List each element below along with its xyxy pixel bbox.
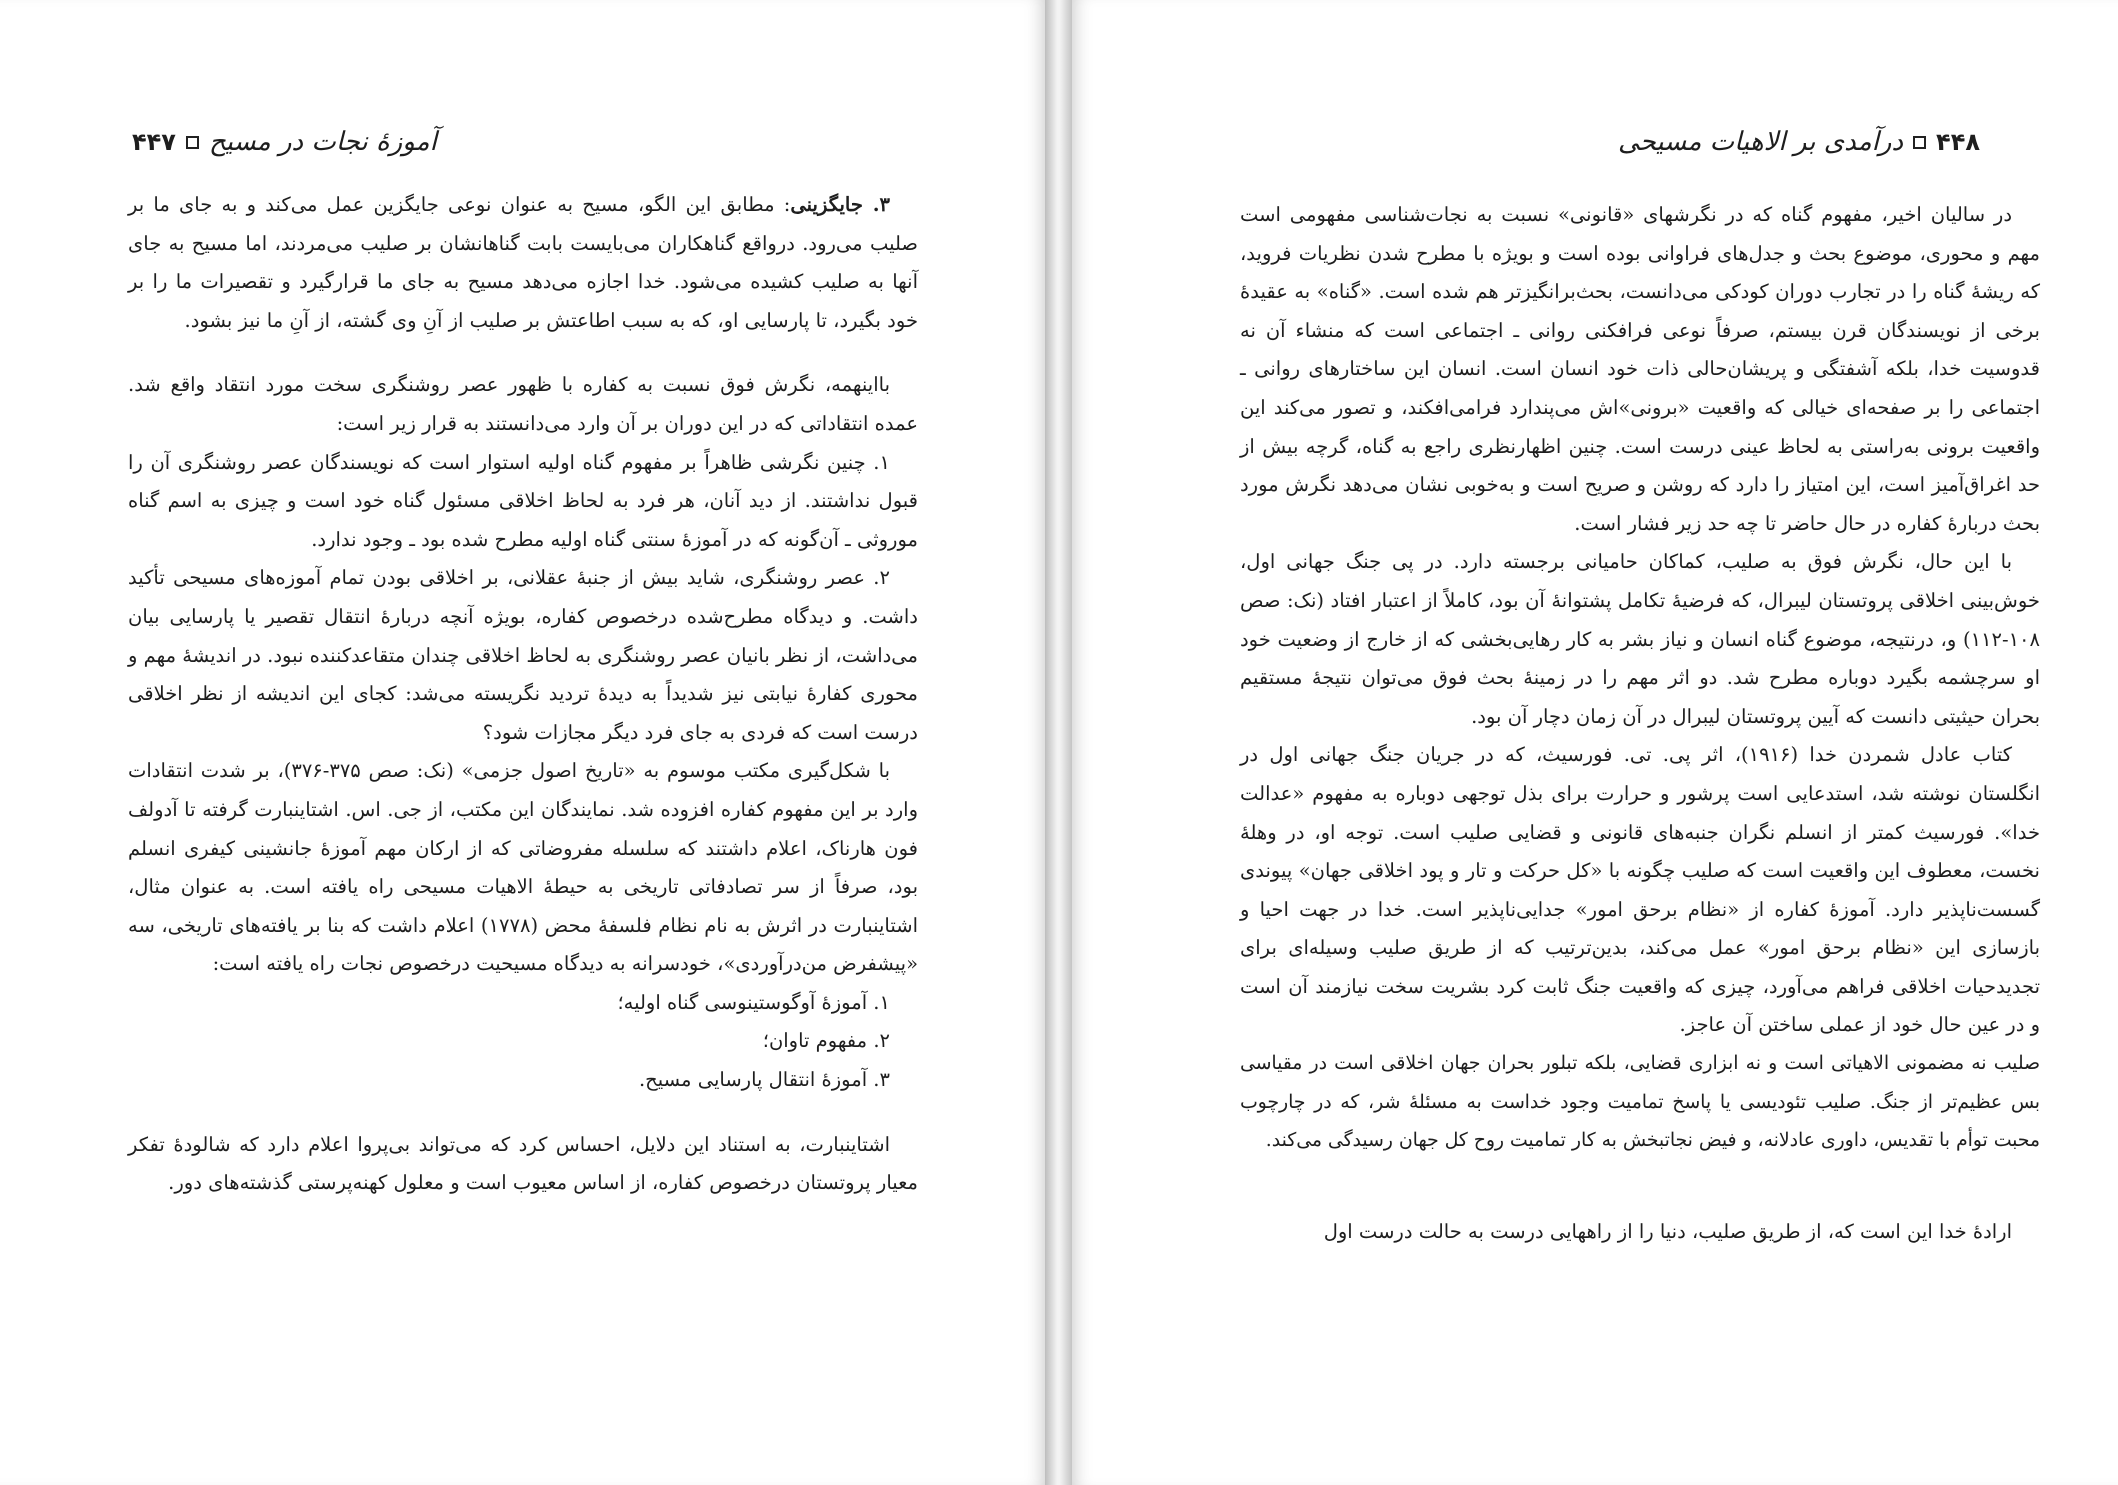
paragraph: با شکل‌گیری مکتب موسوم به «تاریخ اصول جزمی» (نک: صص ۳۷۵-۳۷۶)، بر شدت انتقادات وارد بر این مفهوم کفاره افزوده شد. نمایندگان این مکتب، از جی. اس. اشتاینبارت گرفته تا آدولف فون هارناک، اعلام داشتند که سلسله مفروضاتی که از ارکان مهم آموزهٔ جانشینی کیفری انسلم بود، صرفاً از سر تصادفاتی تاریخی به حیطهٔ الاهیات مسیحی راه یافته است. به عنوان مثال، اشتاینبارت در اثرش به نام نظام فلسفهٔ محض (۱۷۷۸) اعلام داشت که بنا بر یافته‌های تاریخی، سه «پیشفرض من‌درآوردی»، خودسرانه به دیدگاه مسیحیت درخصوص نجات راه یافته است:: [128, 759, 918, 976]
header-square-icon: [1913, 136, 1926, 149]
left-page-number: ۴۴۷: [132, 128, 176, 156]
paragraph: بااینهمه، نگرش فوق نسبت به کفاره با ظهور عصر روشنگری سخت مورد انتقاد واقع شد. عمده انتقاداتی که در این دوران بر آن وارد می‌دانستند به قرار زیر است:: [128, 373, 918, 435]
right-page-number: ۴۴۸: [1936, 128, 1980, 156]
paragraph: ارادهٔ خدا این است که، از طریق صلیب، دنیا را از راههایی درست به حالت درست اول: [1323, 1219, 2012, 1243]
left-page-header: [132, 122, 437, 162]
paragraph: اشتاینبارت، به استناد این دلایل، احساس کرد که می‌تواند بی‌پروا اعلام دارد که شالودهٔ تفکر معیار پروتستان درخصوص کفاره، از اساس معیوب است و معلول کهنه‌پرستی گذشته‌های دور.: [128, 1132, 918, 1195]
book-gutter: [1045, 0, 1072, 1485]
paragraph-text: : مطابق این الگو، مسیح به عنوان نوعی جایگزین عمل می‌کند و به جای ما بر صلیب می‌رود. درواقع گناهکاران می‌بایست بابت گناهانشان بر صلیب می‌مردند، اما مسیح به جای آنها به صلیب کشیده می‌شود. خدا اجازه می‌دهد مسیح به جای ما قرارگیرد و تقصیرات ما را بر خود بگیرد، تا پارسایی او، که به سبب اطاعتش بر صلیب از آنِ وی گشته، از آنِ ما نیز بشود.: [128, 193, 918, 332]
paragraph: [128, 186, 918, 340]
right-running-title: درآمدی بر الاهیات مسیحی: [1617, 127, 1904, 157]
right-body-text: [1240, 196, 2040, 1251]
paragraph: در سالیان اخیر، مفهوم گناه که در نگرشهای «قانونی» نسبت به نجات‌شناسی مفهومی است مهم و محوری، موضوع بحث و جدل‌های فراوانی بوده است و بویژه با مطرح شدن نظریات فروید، که ریشهٔ گناه را در تجارب دوران کودکی می‌دانست، بحث‌برانگیزتر هم شده است. «گناه» به عقیدهٔ برخی از نویسندگان قرن بیستم، صرفاً نوعی فرافکنی روانی ـ اجتماعی است که منشاء آن نه قدوسیت خدا، بلکه آشفتگی و پریشان‌حالی ذات خود انسان است. انسان این ساختارهای روانی ـ اجتماعی را بر صفحه‌ای خیالی که واقعیت «برونی»اش می‌پندارد فرامی‌افکند، و تصور می‌کند این واقعیت برونی به‌راستی به لحاظ عینی درست است. چنین اظهارنظری راجع به گناه، گرچه بیش از حد اغراق‌آمیز است، این امتیاز را دارد که روشن و صریح است و به‌خوبی نشان می‌دهد نگرش مورد بحث دربارهٔ کفاره در حال حاضر تا چه حد زیر فشار است.: [1240, 203, 2040, 535]
list-item: ۲. مفهوم تاوان؛: [762, 1029, 890, 1053]
left-page: [0, 0, 1045, 1485]
header-square-icon: [186, 136, 199, 149]
left-body-text: [128, 186, 918, 1203]
block-quote: صلیب نه مضمونی الاهیاتی است و نه ابزاری قضایی، بلکه تبلور بحران جهان اخلاقی است در مقیاسی بس عظیم‌تر از جنگ. صلیب تئودیسی یا پاسخ تمامیت وجود خداست به مسئلهٔ شر، که در چارچوب محبت توأم با تقدیس، داوری عادلانه، و فیض نجاتبخش به کار تمامیت روح کل جهان رسیدگی می‌کند.: [1240, 1053, 2040, 1152]
left-running-title: آموزهٔ نجات در مسیح: [208, 127, 437, 157]
paragraph-lead: ۳. جایگزینی: [790, 193, 891, 216]
paragraph: ۲. عصر روشنگری، شاید بیش از جنبهٔ عقلانی، بر اخلاقی بودن تمام آموزه‌های مسیحی تأکید داشت. و دیدگاه مطرح‌شده درخصوص کفاره، بویژه آنچه دربارهٔ انتقال تقصیر یا پارسایی بیان می‌داشت، از نظر بانیان عصر روشنگری به لحاظ اخلاقی چندان متقاعدکننده نبود. در اندیشهٔ مهم و محوری کفارهٔ نیابتی نیز شدیداً به دیدهٔ تردید نگریسته می‌شد: کجای این اندیشه از نظر اخلاقی درست است که فردی به جای فرد دیگر مجازات شود؟: [128, 566, 918, 744]
paragraph: با این حال، نگرش فوق به صلیب، کماکان حامیانی برجسته دارد. در پی جنگ جهانی اول، خوش‌بینی اخلاقی پروتستان لیبرال، که فرضیهٔ تکامل پشتوانهٔ آن بود، کاملاً از اعتبار افتاد (نک: صص ۱۰۸-۱۱۲) و، درنتیجه، موضوع گناه انسان و نیاز بشر به کار رهایی‌بخشی که از خارج از وضعیت خود او سرچشمه بگیرد دوباره مطرح شد. دو اثر مهم را در زمینهٔ بحث فوق می‌توان نتیجهٔ مستقیم بحران حیثیتی دانست که آیین پروتستان لیبرال در آن زمان دچار آن بود.: [1240, 550, 2040, 728]
list-item: ۱. آموزهٔ آوگوستینوسی گناه اولیه؛: [617, 990, 890, 1014]
paragraph: کتاب عادل شمردن خدا (۱۹۱۶)، اثر پی. تی. فورسیث، که در جریان جنگ جهانی اول در انگلستان نوشته شد، استدعایی است پرشور و حرارت برای بذل توجهی دوباره به مفهوم «عدالت خدا». فورسیث کمتر از انسلم نگران جنبه‌های قانونی و قضایی صلیب است. توجه او، در وهلهٔ نخست، معطوف این واقعیت است که صلیب چگونه با «کل حرکت و تار و پود اخلاقی جهان» پیوندی گسست‌ناپذیر دارد. آموزهٔ کفاره از «نظام برحق امور» جدایی‌ناپذیر است. خدا در جهت احیا و بازسازی این «نظام برحق امور» عمل می‌کند، بدین‌ترتیب که از طریق صلیب وسیله‌ای برای تجدیدحیات اخلاقی فراهم می‌آورد، چیزی که واقعیت جنگ ثابت کرد بشریت سخت نیازمند آن است و در عین حال خود از عملی ساختن آن عاجز.: [1240, 743, 2041, 1037]
right-page-header: [1618, 122, 1980, 162]
paragraph: ۱. چنین نگرشی ظاهراً بر مفهوم گناه اولیه استوار است که نویسندگان عصر روشنگری آن را قبول نداشتند. از دید آنان، هر فرد به لحاظ اخلاقی مسئول گناه خود است و چیزی به اسم گناه موروثی ـ آن‌گونه که در آموزهٔ سنتی گناه اولیه مطرح شده بود ـ وجود ندارد.: [128, 450, 918, 551]
list-item: ۳. آموزهٔ انتقال پارسایی مسیح.: [638, 1068, 890, 1092]
